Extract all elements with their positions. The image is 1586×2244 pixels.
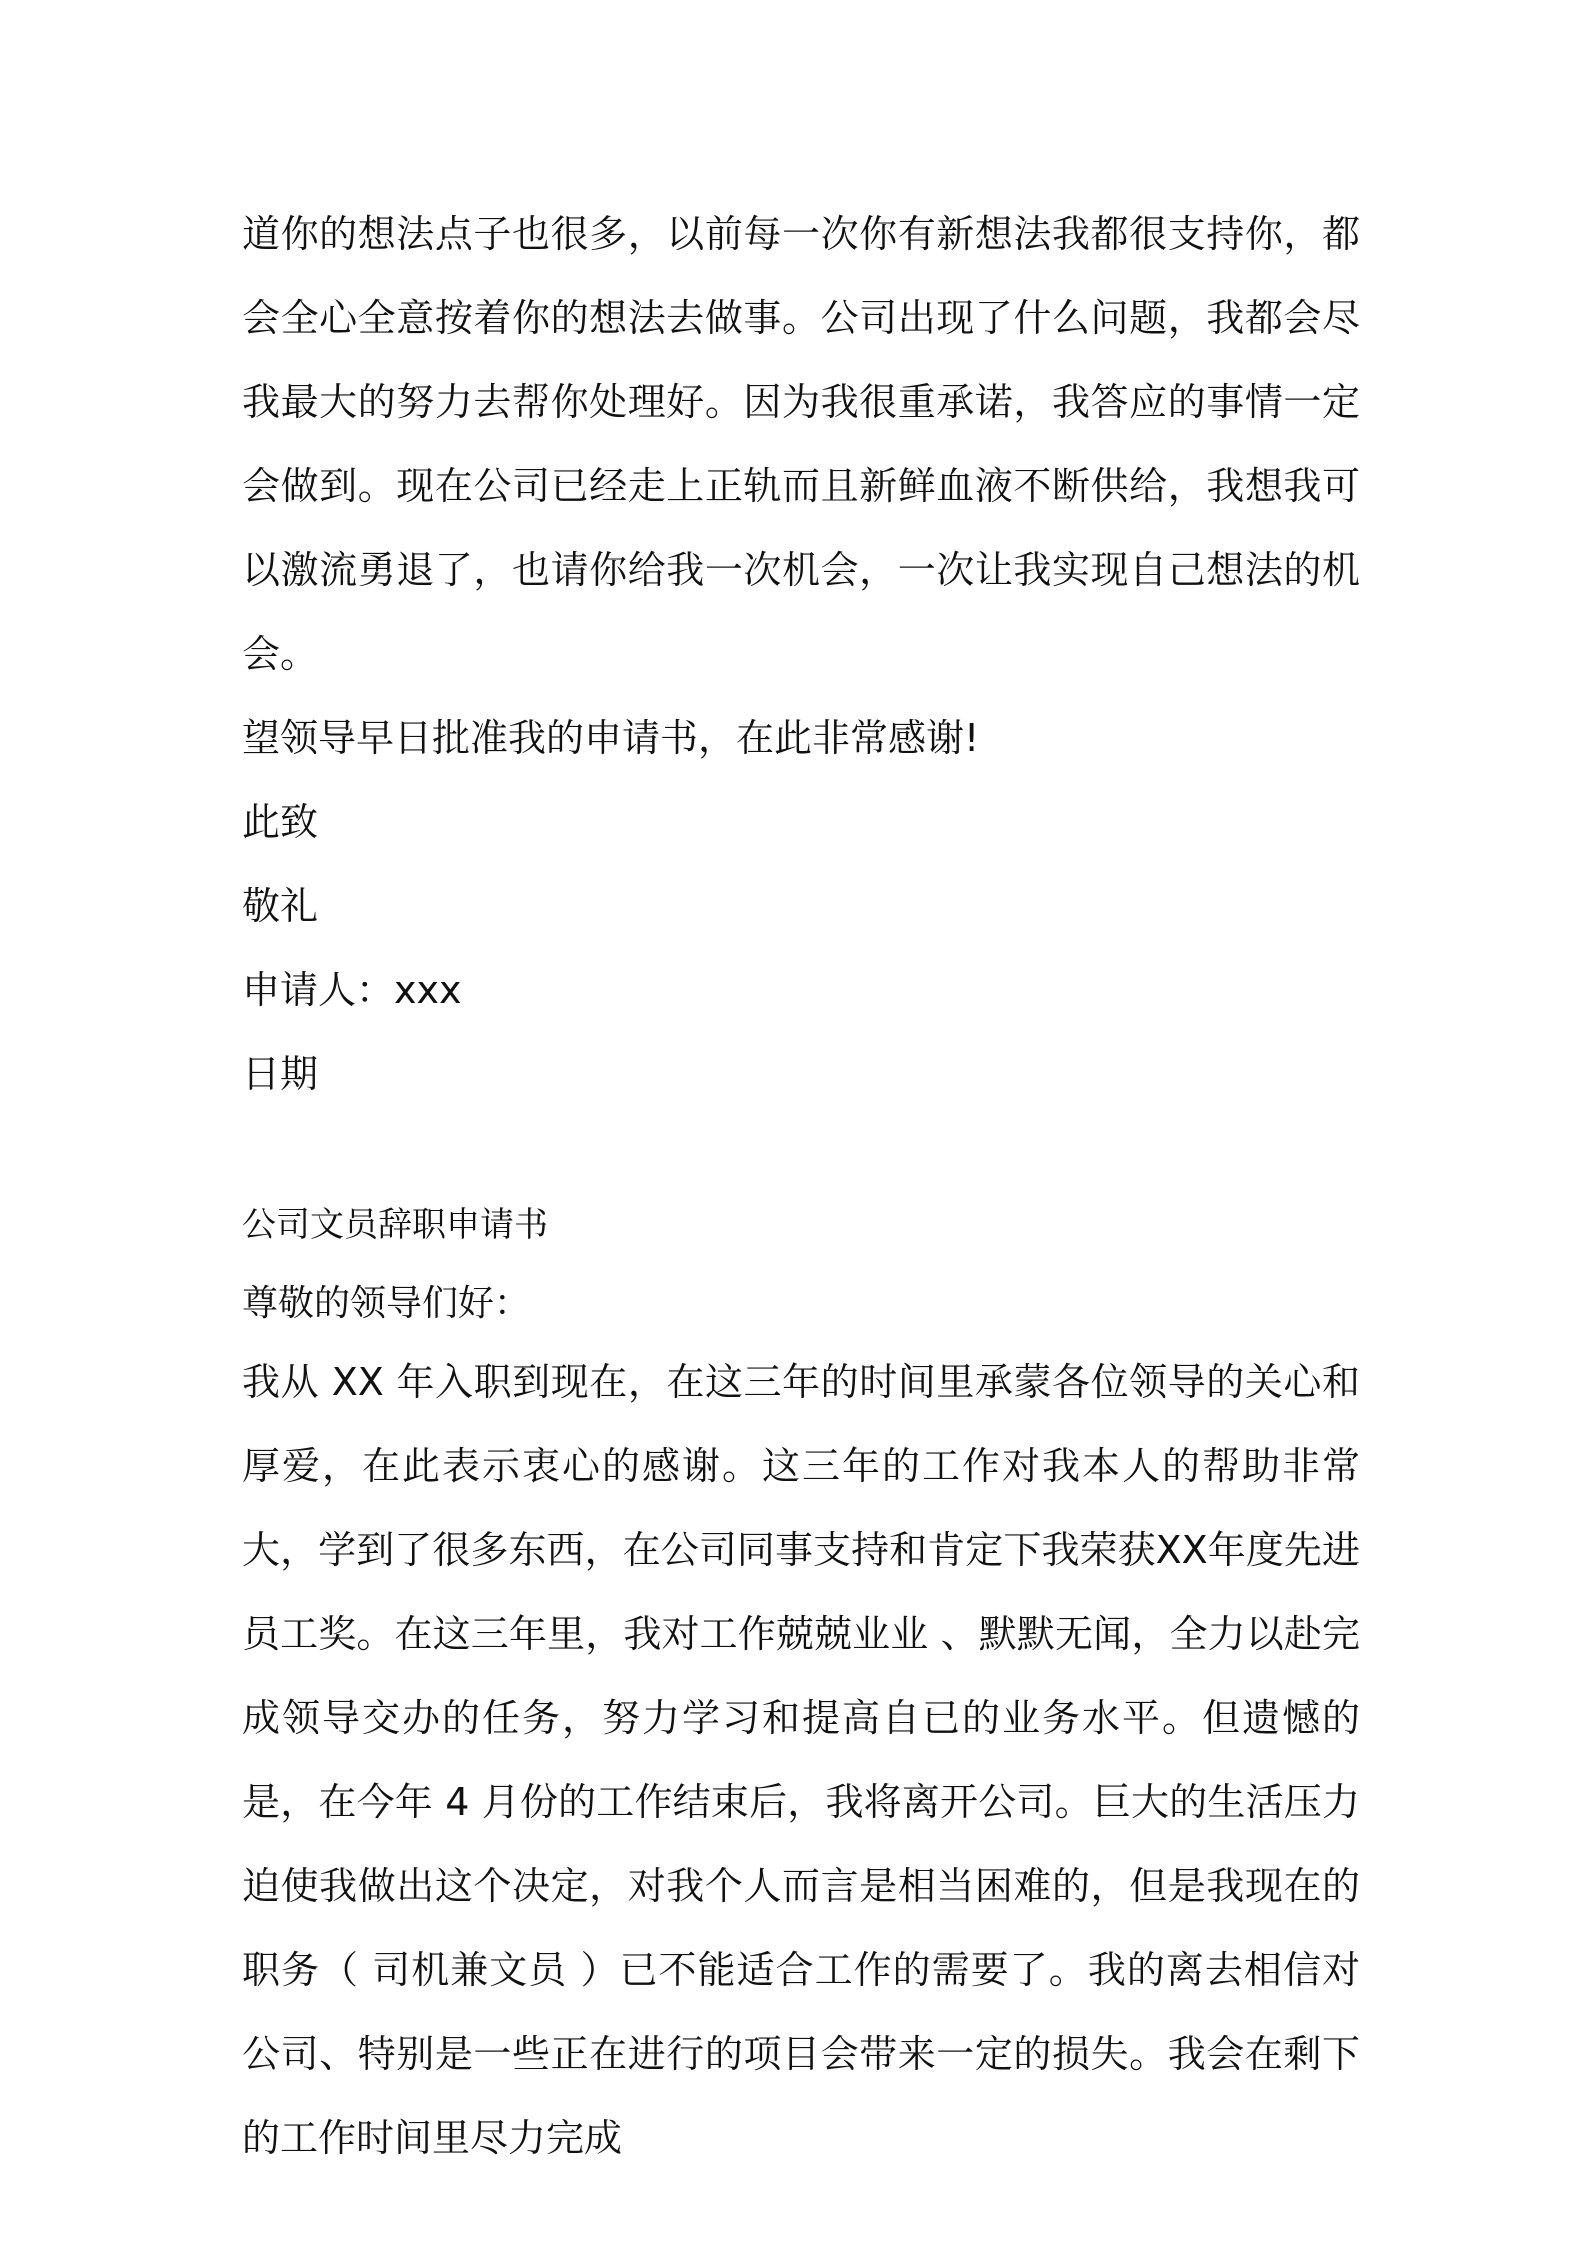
document-body <box>242 192 1360 2180</box>
date-line: 日期 <box>242 1052 319 1096</box>
closing-request: 望领导早日批准我的申请书，在此非常感谢! <box>242 716 980 760</box>
section-spacer <box>242 1116 1360 1192</box>
section-greeting: 尊敬的领导们好： <box>242 1283 531 1324</box>
section-title: 公司文员辞职申请书 <box>242 1205 548 1245</box>
paragraph-2: 我从 XX 年入职到现在，在这三年的时间里承蒙各位领导的关心和厚爱，在此表示衷心的感谢。这三年的工作对我本人的帮助非常大，学到了很多东西，在公司同事支持和肯定下我荣获XX年度先进员工奖。在这三年里，我对工作兢兢业业 、默默无闻，全力以赴完成领导交办的任务，努力学习和提高自已的业务水平。但遗憾的是，在今年 4 月份的工作结束后，我将离开公司。巨大的生活压力迫使我做出这个决定，对我个人而言是相当困难的，但是我现在的职务（ 司机兼文员 ）已不能适合工作的需要了。我的离去相信对公司、特别是一些正在进行的项目会带来一定的损失。我会在剩下的工作时间里尽力完成 <box>242 1360 1360 2160</box>
salutation-line-2: 敬礼 <box>242 884 319 928</box>
applicant-line: 申请人：xxx <box>242 968 462 1012</box>
paragraph-1: 道你的想法点子也很多，以前每一次你有新想法我都很支持你，都会全心全意按着你的想法去做事。公司出现了什么问题，我都会尽我最大的努力去帮你处理好。因为我很重承诺，我答应的事情一定会做到。现在公司已经走上正轨而且新鲜血液不断供给，我想我可以激流勇退了，也请你给我一次机会，一次让我实现自己想法的机会。 <box>242 212 1360 676</box>
salutation-line-1: 此致 <box>242 800 319 844</box>
